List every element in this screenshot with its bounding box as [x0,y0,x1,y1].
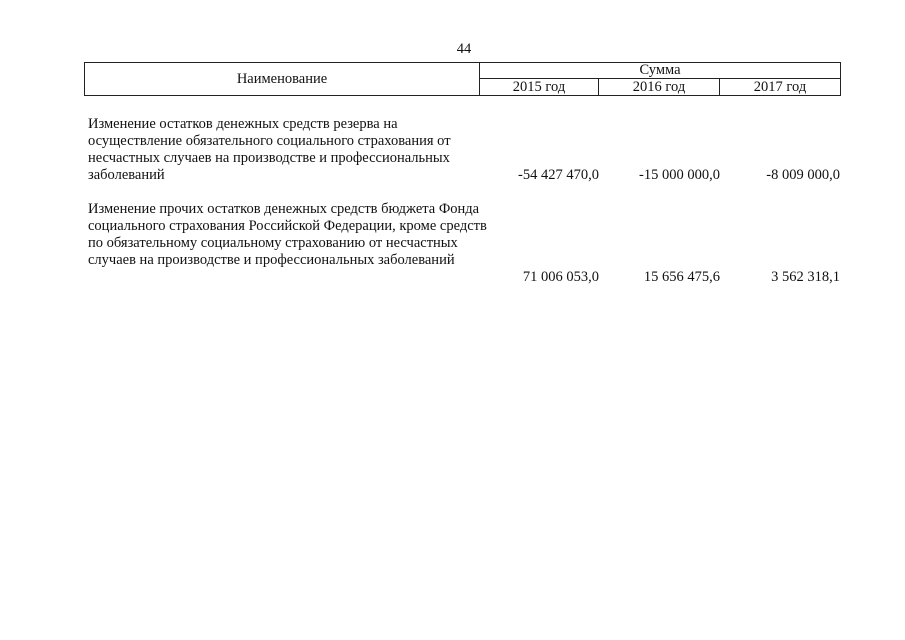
table-cell-value: -8 009 000,0 [766,167,840,183]
table-cell-value: -15 000 000,0 [639,167,720,183]
table-cell-value: 3 562 318,1 [771,269,840,285]
column-header-year-2015: 2015 год [480,79,599,95]
column-header-year-2017: 2017 год [753,79,807,95]
table-header [84,62,841,96]
page-number: 44 [456,41,472,57]
column-header-sum: Сумма [480,63,840,79]
table-cell-value: 71 006 053,0 [522,269,599,285]
table-row-description: Изменение прочих остатков денежных средств бюджета Фонда социального страхования Российской Федерации, кроме средств по обязательному социальному страхованию от несчастных случаев на производстве и профессиональных заболеваний [88,201,487,268]
column-header-year-2016: 2016 год [599,79,720,95]
column-header-name: Наименование [85,63,480,95]
table-row-description: Изменение остатков денежных средств резерва на осуществление обязательного социального страхования от несчастных случаев на производстве и профессиональных заболеваний [88,116,451,183]
table-cell-value: 15 656 475,6 [643,269,720,285]
table-cell-value: -54 427 470,0 [518,167,599,183]
